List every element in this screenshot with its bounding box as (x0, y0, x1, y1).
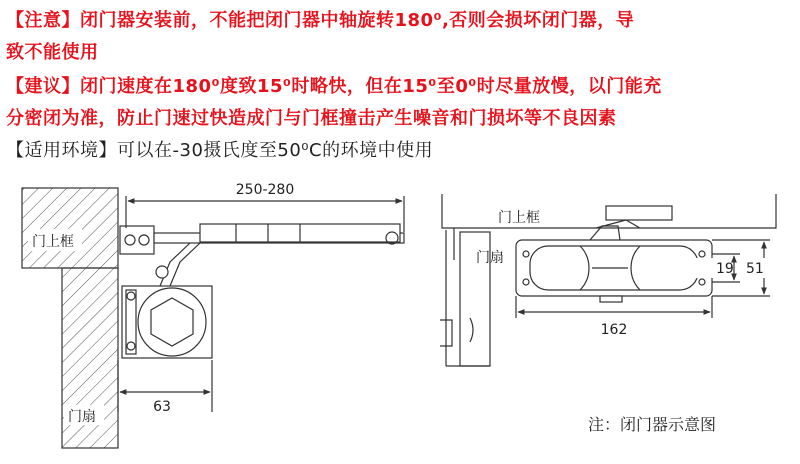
left-frame-block (22, 188, 118, 268)
inner-height-dimension: 19 (716, 261, 734, 277)
outer-height-dimension: 51 (746, 261, 764, 277)
diagram-caption: 注：闭门器示意图 (588, 415, 717, 434)
note-suggestion-line1: 【建议】闭门速度在180⁰度致15⁰时略快，但在15⁰至0⁰时尽量放慢，以门能充 (6, 76, 662, 97)
arm-span-dimension: 250-280 (235, 182, 295, 198)
right-diagram (440, 194, 776, 366)
right-door-label: 门扇 (476, 250, 504, 266)
note-warning-line2: 致不能使用 (6, 42, 99, 63)
note-environment: 【适用环境】可以在-30摄氏度至50⁰C的环境中使用 (6, 140, 434, 161)
right-frame-label: 门上框 (498, 210, 540, 226)
left-door-label: 门扇 (68, 409, 96, 425)
length-dimension: 162 (600, 322, 628, 338)
left-frame-label: 门上框 (32, 234, 74, 250)
offset-dimension: 63 (153, 399, 171, 415)
note-warning-line1: 【注意】闭门器安装前，不能把闭门器中轴旋转180⁰,否则会损坏闭门器，导 (6, 10, 635, 31)
note-suggestion-line2: 分密闭为准，防止门速过快造成门与门框撞击产生噪音和门损坏等不良因素 (6, 108, 617, 129)
